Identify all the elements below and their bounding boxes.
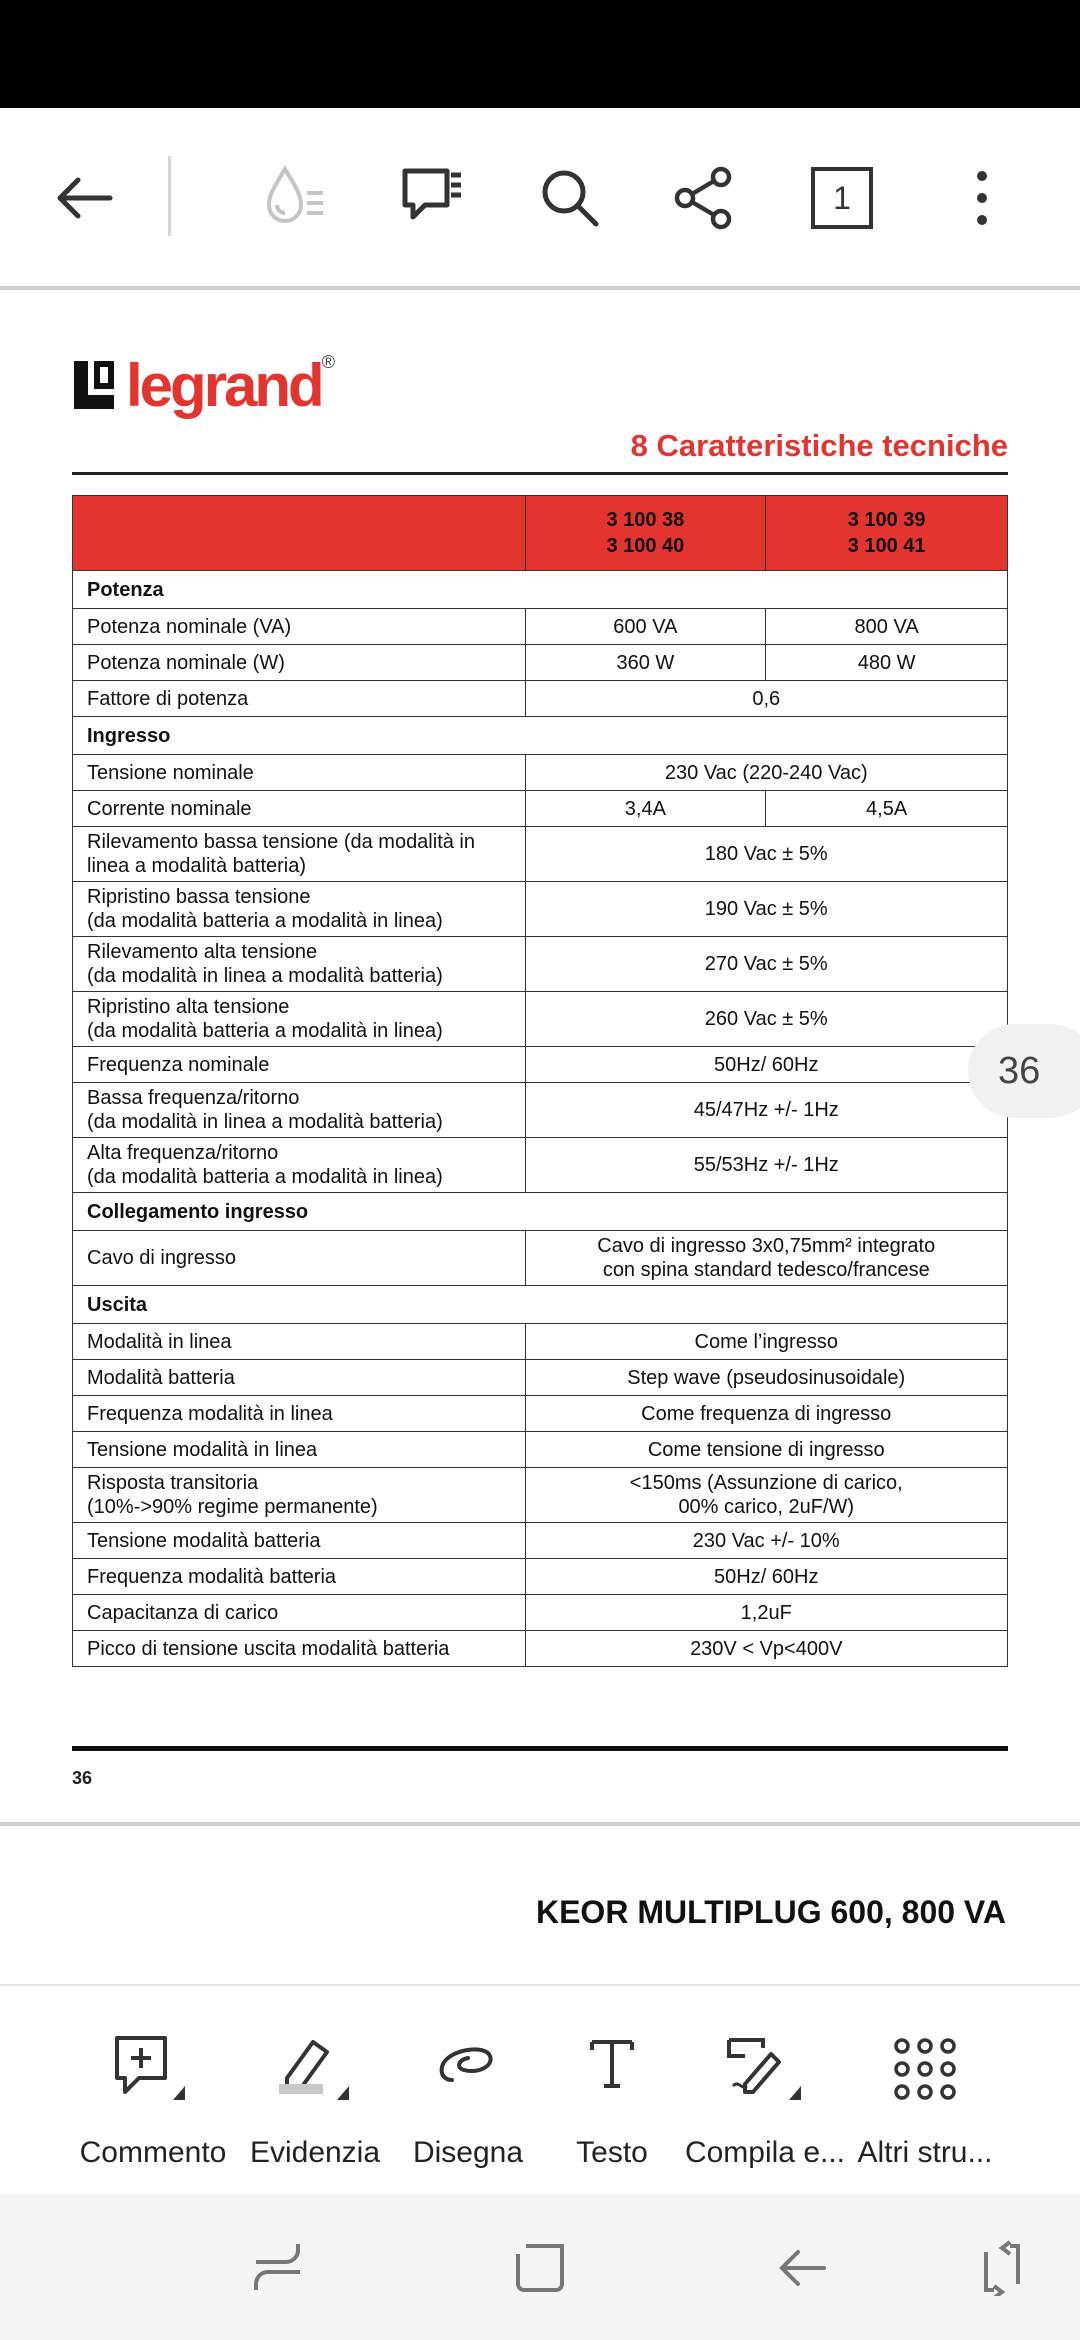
table-group-row: Uscita: [73, 1286, 1008, 1324]
back-nav-icon[interactable]: [770, 2236, 834, 2300]
top-toolbar: [0, 108, 1080, 284]
table-row: Tensione nominale 230 Vac (220-240 Vac): [73, 755, 1008, 791]
page-count-button[interactable]: [800, 156, 884, 240]
table-row: Frequenza modalità batteria 50Hz/ 60Hz: [73, 1559, 1008, 1595]
highlight-icon: [265, 2034, 365, 2110]
rotate-screen-icon[interactable]: [970, 2236, 1034, 2300]
table-row: Ripristino alta tensione (da modalità batteria a modalità in linea) 260 Vac ± 5%: [73, 992, 1008, 1047]
bottom-tools-bar: [0, 1986, 1080, 2194]
logo-registered-mark: ®: [321, 352, 335, 372]
table-row: Frequenza nominale 50Hz/ 60Hz: [73, 1047, 1008, 1083]
table-group-row: Collegamento ingresso: [73, 1193, 1008, 1231]
table-row: Tensione modalità in linea Come tensione di ingresso: [73, 1432, 1008, 1468]
back-arrow-icon[interactable]: [42, 156, 126, 240]
table-row: Tensione modalità batteria 230 Vac +/- 10%: [73, 1523, 1008, 1559]
table-row: Capacitanza di carico 1,2uF: [73, 1595, 1008, 1631]
table-row: Risposta transitoria (10%->90% regime permanente) <150ms (Assunzione di carico, 00% carico, 2uF/W): [73, 1468, 1008, 1523]
text-tool-label: Testo: [576, 2136, 648, 2169]
liquid-mode-icon[interactable]: [252, 156, 336, 240]
share-icon[interactable]: [662, 156, 746, 240]
table-row: Rilevamento alta tensione (da modalità in linea a modalità batteria) 270 Vac ± 5%: [73, 937, 1008, 992]
table-row: Potenza nominale (VA) 600 VA 800 VA: [73, 609, 1008, 645]
fill-and-sign-tool-label: Compila e...: [684, 2136, 846, 2169]
search-icon[interactable]: [528, 156, 612, 240]
draw-tool-label: Disegna: [412, 2136, 524, 2169]
table-row: Potenza nominale (W) 360 W 480 W: [73, 645, 1008, 681]
table-header-cell: 3 100 39 3 100 41: [766, 496, 1008, 571]
text-icon: [582, 2034, 642, 2110]
text-tool[interactable]: [527, 2034, 697, 2170]
table-group-row: Ingresso: [73, 717, 1008, 755]
table-group-row: Potenza: [73, 571, 1008, 609]
comments-list-icon[interactable]: [390, 156, 474, 240]
system-navigation-bar: [0, 2194, 1080, 2340]
table-row: Bassa frequenza/ritorno (da modalità in linea a modalità batteria) 45/47Hz +/- 1Hz: [73, 1083, 1008, 1138]
highlight-tool-label: Evidenzia: [249, 2136, 381, 2169]
next-page-title: KEOR MULTIPLUG 600, 800 VA: [535, 1894, 1006, 1930]
fill-sign-icon: [715, 2034, 815, 2110]
recent-apps-icon[interactable]: [246, 2236, 310, 2300]
comment-icon: [103, 2034, 203, 2110]
status-bar: [0, 0, 1080, 108]
page-bottom-divider: [72, 1746, 1008, 1751]
page-count-value: 1: [811, 167, 873, 229]
table-header-row: [73, 496, 1008, 571]
page-indicator-badge[interactable]: 36: [968, 1024, 1080, 1118]
table-row: Modalità in linea Come l’ingresso: [73, 1324, 1008, 1360]
draw-icon: [428, 2034, 508, 2110]
page-separator: [0, 1822, 1080, 1826]
table-row: Modalità batteria Step wave (pseudosinusoidale): [73, 1360, 1008, 1396]
section-title: 8 Caratteristiche tecniche: [630, 428, 1008, 463]
toolbar-separator: [168, 156, 171, 236]
table-row: Rilevamento bassa tensione (da modalità in linea a modalità batteria) 180 Vac ± 5%: [73, 827, 1008, 882]
comment-tool[interactable]: [68, 2034, 238, 2170]
specifications-table: [72, 495, 1008, 1667]
home-icon[interactable]: [508, 2236, 572, 2300]
table-row: Frequenza modalità in linea Come frequenza di ingresso: [73, 1396, 1008, 1432]
page-footer-number: 36: [72, 1768, 93, 1788]
more-tools[interactable]: [840, 2034, 1010, 2170]
apps-grid-icon: [890, 2034, 960, 2104]
table-row: Cavo di ingresso Cavo di ingresso 3x0,75mm² integrato con spina standard tedesco/francese: [73, 1231, 1008, 1286]
more-tools-label: Altri stru...: [857, 2136, 993, 2169]
legrand-logo: [72, 350, 335, 420]
highlight-tool[interactable]: [230, 2034, 400, 2170]
legrand-mark-icon: [72, 359, 116, 411]
table-row: Fattore di potenza 0,6: [73, 681, 1008, 717]
table-header-cell: 3 100 38 3 100 40: [525, 496, 766, 571]
table-row: Ripristino bassa tensione (da modalità batteria a modalità in linea) 190 Vac ± 5%: [73, 882, 1008, 937]
table-row: Alta frequenza/ritorno (da modalità batteria a modalità in linea) 55/53Hz +/- 1Hz: [73, 1138, 1008, 1193]
more-options-icon[interactable]: [940, 156, 1024, 240]
comment-tool-label: Commento: [79, 2136, 227, 2169]
table-header-cell: [73, 496, 526, 571]
logo-text: legrand: [126, 351, 322, 419]
fill-and-sign-tool[interactable]: [680, 2034, 850, 2170]
table-row: Picco di tensione uscita modalità batteria 230V < Vp<400V: [73, 1631, 1008, 1667]
section-divider: [72, 472, 1008, 475]
table-row: Corrente nominale 3,4A 4,5A: [73, 791, 1008, 827]
toolbar-divider: [0, 286, 1080, 290]
